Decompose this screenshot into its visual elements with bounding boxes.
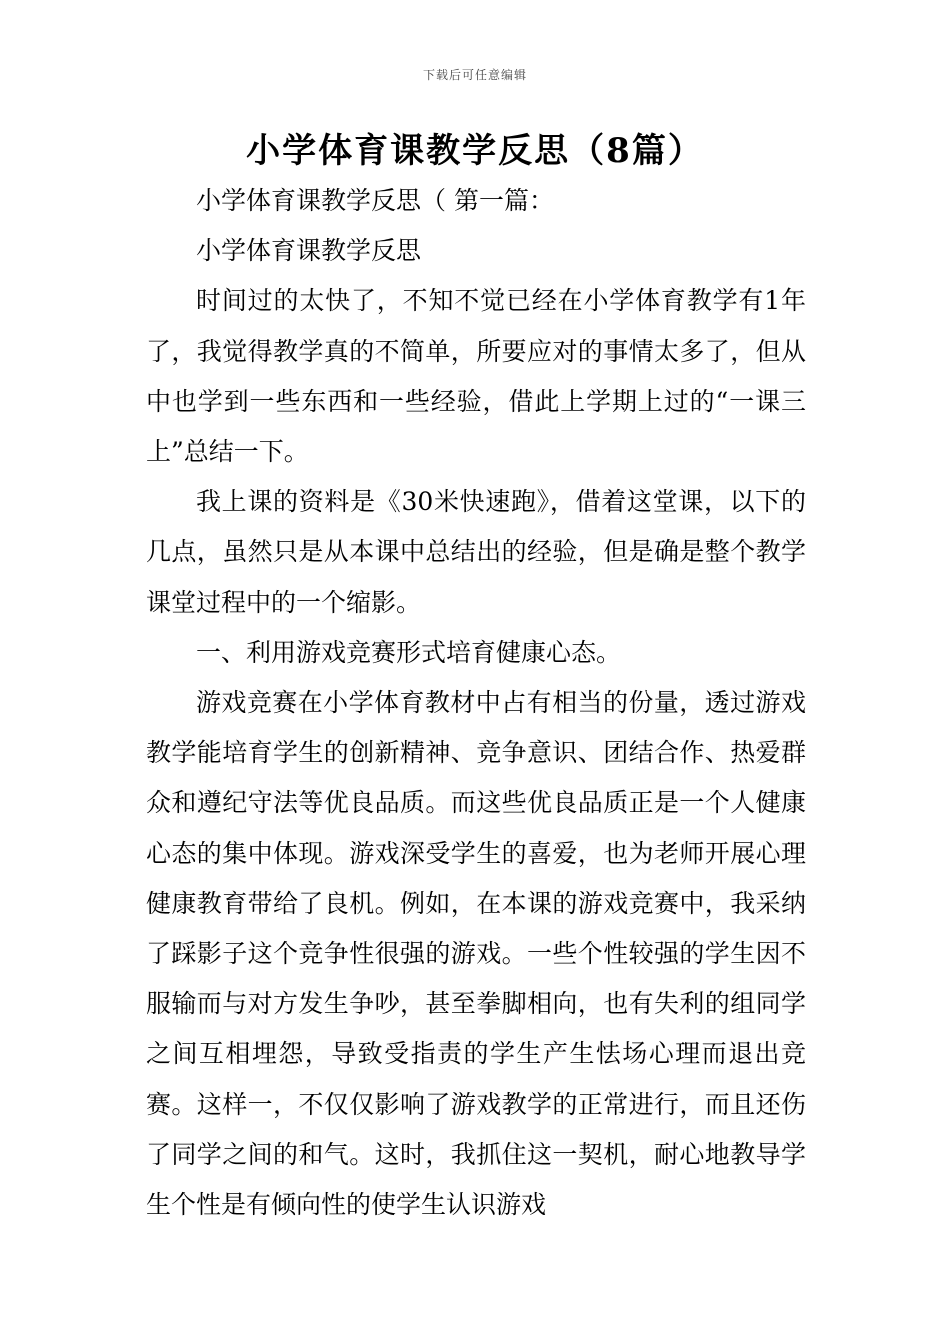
paragraph: 游戏竞赛在小学体育教材中占有相当的份量，透过游戏教学能培育学生的创新精神、竞争意识、团结合作、热爱群众和遵纪守法等优良品质。而这些优良品质正是一个人健康心态的集中体现。游戏深受学生的喜爱，也为老师开展心理健康教育带给了良机。例如，在本课的游戏竞赛中，我采纳了踩影子这个竞争性很强的游戏。一些个性较强的学生因不服输而与对方发生争吵，甚至拳脚相向，也有失利的组同学之间互相埋怨，导致受指责的学生产生怯场心理而退出竞赛。这样一，不仅仅影响了游戏教学的正常进行，而且还伤了同学之间的和气。这时，我抓住这一契机，耐心地教导学生个性是有倾向性的使学生认识游戏	[146, 688, 806, 1220]
document-title: 小学体育课教学反思（8篇）	[246, 131, 704, 171]
section-heading: 小学体育课教学反思（ 第一篇：	[196, 186, 554, 215]
paragraph: 时间过的太快了，不知不觉已经在小学体育教学有1年了，我觉得教学真的不简单，所要应对的事情太多了，但从中也学到一些东西和一些经验，借此上学期上过的“一课三上”总结一下。	[146, 286, 806, 467]
paragraph-heading: 一、利用游戏竞赛形式培育健康心态。	[196, 637, 622, 667]
subheading: 小学体育课教学反思	[196, 236, 422, 266]
header-note: 下载后可任意编辑	[422, 68, 527, 82]
document-body	[146, 176, 806, 1230]
paragraph: 我上课的资料是《30米快速跑》，借着这堂课，以下的几点，虽然只是从本课中总结出的经验，但是确是整个教学课堂过程中的一个缩影。	[146, 487, 806, 617]
